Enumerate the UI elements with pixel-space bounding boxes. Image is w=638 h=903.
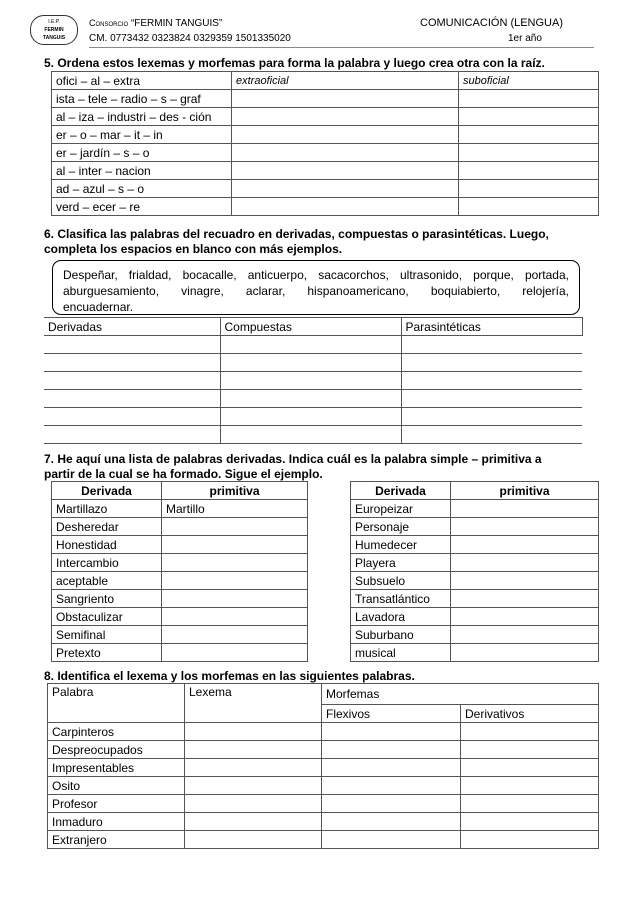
word-cell: Despreocupados xyxy=(48,741,185,759)
morpheme-set: al – inter – nacion xyxy=(52,162,232,180)
derivadas-blank-cell[interactable] xyxy=(44,426,220,444)
formed-word-cell[interactable] xyxy=(232,126,459,144)
flexivos-cell[interactable] xyxy=(322,777,461,795)
primitive-word-cell[interactable] xyxy=(451,572,599,590)
parasinteticas-blank-cell[interactable] xyxy=(401,408,582,426)
formed-word-cell[interactable] xyxy=(232,90,459,108)
flexivos-cell[interactable] xyxy=(322,723,461,741)
derived-word: Subsuelo xyxy=(351,572,451,590)
table-row xyxy=(351,572,599,590)
new-word-cell[interactable] xyxy=(459,162,599,180)
formed-word-cell[interactable] xyxy=(232,198,459,216)
primitive-word-cell[interactable] xyxy=(162,608,308,626)
derived-word: Suburbano xyxy=(351,626,451,644)
derivativos-cell[interactable] xyxy=(461,795,599,813)
col-flexivos: Flexivos xyxy=(322,705,461,723)
grade-label: 1er año xyxy=(508,33,542,44)
lexema-cell[interactable] xyxy=(185,759,322,777)
table-row xyxy=(351,518,599,536)
derivadas-blank-cell[interactable] xyxy=(44,390,220,408)
q7-left-body xyxy=(52,500,308,662)
blank-row xyxy=(44,336,582,354)
blank-row xyxy=(44,408,582,426)
word-cell: Impresentables xyxy=(48,759,185,777)
q5-title: 5. Ordena estos lexemas y morfemas para forma la palabra y luego crea otra con la raíz. xyxy=(44,56,545,70)
word-cell: Carpinteros xyxy=(48,723,185,741)
col-compuestas: Compuestas xyxy=(220,318,401,336)
formed-word-cell[interactable]: extraoficial xyxy=(232,72,459,90)
col-derivadas: Derivadas xyxy=(44,318,220,336)
derivativos-cell[interactable] xyxy=(461,777,599,795)
q7-right-table xyxy=(350,481,599,662)
blank-row xyxy=(44,426,582,444)
blank-row xyxy=(44,354,582,372)
parasinteticas-blank-cell[interactable] xyxy=(401,336,582,354)
school-title: “FERMIN TANGUIS” xyxy=(130,18,223,29)
derived-word: Semifinal xyxy=(52,626,162,644)
primitive-word-cell[interactable] xyxy=(451,554,599,572)
logo-line-3: TANGUIS xyxy=(42,35,66,41)
q5-table-body xyxy=(52,72,599,216)
primitive-word-cell[interactable] xyxy=(162,554,308,572)
q6-table-body xyxy=(44,336,582,444)
derivativos-cell[interactable] xyxy=(461,723,599,741)
compuestas-blank-cell[interactable] xyxy=(220,336,401,354)
derivadas-blank-cell[interactable] xyxy=(44,408,220,426)
table-row xyxy=(52,108,599,126)
left-col-derivada: Derivada xyxy=(52,482,162,500)
table-row xyxy=(351,554,599,572)
header-divider xyxy=(89,47,594,48)
new-word-cell[interactable]: suboficial xyxy=(459,72,599,90)
col-morfemas: Morfemas xyxy=(322,684,599,705)
table-row xyxy=(351,500,599,518)
word-box-line-1: Despeñar, frialdad, bocacalle, anticuerpo, sacacorchos, ultrasonido, porque, portada, xyxy=(63,268,569,282)
derived-word: Pretexto xyxy=(52,644,162,662)
table-row xyxy=(351,626,599,644)
word-cell: Extranjero xyxy=(48,831,185,849)
morpheme-set: ad – azul – s – o xyxy=(52,180,232,198)
q7-title-line-2: partir de la cual se ha formado. Sigue el ejemplo. xyxy=(44,467,323,481)
parasinteticas-blank-cell[interactable] xyxy=(401,390,582,408)
word-cell: Profesor xyxy=(48,795,185,813)
morpheme-set: ista – tele – radio – s – graf xyxy=(52,90,232,108)
lexema-cell[interactable] xyxy=(185,723,322,741)
table-row xyxy=(52,126,599,144)
formed-word-cell[interactable] xyxy=(232,180,459,198)
new-word-cell[interactable] xyxy=(459,180,599,198)
primitive-word-cell[interactable] xyxy=(451,608,599,626)
table-row xyxy=(52,518,308,536)
table-row xyxy=(52,644,308,662)
q6-title-line-1: 6. Clasifica las palabras del recuadro en derivadas, compuestas o parasintéticas. Luego, xyxy=(44,227,549,241)
primitive-word-cell[interactable] xyxy=(162,518,308,536)
flexivos-cell[interactable] xyxy=(322,831,461,849)
primitive-word-cell[interactable] xyxy=(451,626,599,644)
word-box-line-2: aburguesamiento, vinagre, aclarar, hispanoamericano, boquiabierto, relojería, xyxy=(63,284,569,298)
table-row xyxy=(48,831,599,849)
compuestas-blank-cell[interactable] xyxy=(220,354,401,372)
flexivos-cell[interactable] xyxy=(322,759,461,777)
lexema-cell[interactable] xyxy=(185,741,322,759)
word-box xyxy=(52,260,580,315)
derived-word: Personaje xyxy=(351,518,451,536)
table-row xyxy=(48,795,599,813)
derivadas-blank-cell[interactable] xyxy=(44,372,220,390)
primitive-word-cell[interactable] xyxy=(162,626,308,644)
compuestas-blank-cell[interactable] xyxy=(220,372,401,390)
table-row xyxy=(48,777,599,795)
school-logo xyxy=(30,15,78,45)
table-row xyxy=(52,72,599,90)
derived-word: Intercambio xyxy=(52,554,162,572)
morpheme-set: ofici – al – extra xyxy=(52,72,232,90)
table-row xyxy=(52,536,308,554)
new-word-cell[interactable] xyxy=(459,198,599,216)
table-row xyxy=(52,500,308,518)
flexivos-cell[interactable] xyxy=(322,795,461,813)
derived-word: Desheredar xyxy=(52,518,162,536)
table-row xyxy=(351,608,599,626)
q8-table xyxy=(47,683,599,849)
q5-table xyxy=(51,71,599,216)
table-row xyxy=(48,759,599,777)
morpheme-set: er – jardín – s – o xyxy=(52,144,232,162)
derived-word: musical xyxy=(351,644,451,662)
table-row xyxy=(351,644,599,662)
school-name xyxy=(89,17,222,30)
blank-row xyxy=(44,390,582,408)
primitive-word-cell[interactable] xyxy=(162,572,308,590)
derivativos-cell[interactable] xyxy=(461,831,599,849)
primitive-word-cell[interactable] xyxy=(162,590,308,608)
logo-line-1: I.E.P. xyxy=(48,19,60,25)
derived-word: Obstaculizar xyxy=(52,608,162,626)
lexema-cell[interactable] xyxy=(185,831,322,849)
formed-word-cell[interactable] xyxy=(232,162,459,180)
primitive-word-cell[interactable]: Martillo xyxy=(162,500,308,518)
school-prefix: Consorcio xyxy=(89,18,129,28)
derived-word: Honestidad xyxy=(52,536,162,554)
word-cell: Inmaduro xyxy=(48,813,185,831)
primitive-word-cell[interactable] xyxy=(451,644,599,662)
col-palabra: Palabra xyxy=(48,684,185,705)
table-row xyxy=(351,590,599,608)
compuestas-blank-cell[interactable] xyxy=(220,408,401,426)
primitive-word-cell[interactable] xyxy=(451,518,599,536)
morpheme-set: verd – ecer – re xyxy=(52,198,232,216)
q6-title-line-2: completa los espacios en blanco con más ejemplos. xyxy=(44,242,343,256)
subject-title: COMUNICACIÓN (LENGUA) xyxy=(420,17,564,29)
derived-word: Europeizar xyxy=(351,500,451,518)
q7-left-table xyxy=(51,481,308,662)
logo-line-2: FERMIN xyxy=(44,27,64,33)
formed-word-cell[interactable] xyxy=(232,144,459,162)
table-row xyxy=(48,813,599,831)
q7-right-body xyxy=(351,500,599,662)
primitive-word-cell[interactable] xyxy=(451,590,599,608)
lexema-cell[interactable] xyxy=(185,795,322,813)
derived-word: Lavadora xyxy=(351,608,451,626)
derived-word: aceptable xyxy=(52,572,162,590)
morpheme-set: er – o – mar – it – in xyxy=(52,126,232,144)
new-word-cell[interactable] xyxy=(459,126,599,144)
left-col-primitiva: primitiva xyxy=(162,482,308,500)
derivativos-cell[interactable] xyxy=(461,741,599,759)
table-row xyxy=(52,554,308,572)
word-box-line-3: encuadernar. xyxy=(63,300,134,314)
primitive-word-cell[interactable] xyxy=(451,500,599,518)
q7-title-line-1: 7. He aquí una lista de palabras derivadas. Indica cuál es la palabra simple – primitiva a xyxy=(44,452,542,466)
table-row xyxy=(48,741,599,759)
table-row xyxy=(52,180,599,198)
derivativos-cell[interactable] xyxy=(461,813,599,831)
table-row xyxy=(52,198,599,216)
table-row xyxy=(52,572,308,590)
derivativos-cell[interactable] xyxy=(461,759,599,777)
col-palabra-cont xyxy=(48,705,185,723)
parasinteticas-blank-cell[interactable] xyxy=(401,426,582,444)
col-lexema-cont xyxy=(185,705,322,723)
new-word-cell[interactable] xyxy=(459,108,599,126)
derived-word: Playera xyxy=(351,554,451,572)
q8-title: 8. Identifica el lexema y los morfemas en las siguientes palabras. xyxy=(44,669,415,683)
flexivos-cell[interactable] xyxy=(322,741,461,759)
q6-classification-table xyxy=(44,317,583,444)
table-row xyxy=(52,626,308,644)
col-lexema: Lexema xyxy=(185,684,322,705)
morpheme-set: al – iza – industri – des - ción xyxy=(52,108,232,126)
col-parasinteticas: Parasintéticas xyxy=(401,318,582,336)
derivadas-blank-cell[interactable] xyxy=(44,354,220,372)
table-row xyxy=(52,144,599,162)
derived-word: Martillazo xyxy=(52,500,162,518)
derived-word: Humedecer xyxy=(351,536,451,554)
new-word-cell[interactable] xyxy=(459,144,599,162)
right-col-derivada: Derivada xyxy=(351,482,451,500)
primitive-word-cell[interactable] xyxy=(162,644,308,662)
primitive-word-cell[interactable] xyxy=(451,536,599,554)
parasinteticas-blank-cell[interactable] xyxy=(401,354,582,372)
compuestas-blank-cell[interactable] xyxy=(220,426,401,444)
table-row xyxy=(48,723,599,741)
derived-word: Sangriento xyxy=(52,590,162,608)
table-row xyxy=(52,90,599,108)
right-col-primitiva: primitiva xyxy=(451,482,599,500)
word-cell: Osito xyxy=(48,777,185,795)
compuestas-blank-cell[interactable] xyxy=(220,390,401,408)
parasinteticas-blank-cell[interactable] xyxy=(401,372,582,390)
flexivos-cell[interactable] xyxy=(322,813,461,831)
col-derivativos: Derivativos xyxy=(461,705,599,723)
table-row xyxy=(351,536,599,554)
new-word-cell[interactable] xyxy=(459,90,599,108)
derivadas-blank-cell[interactable] xyxy=(44,336,220,354)
table-row xyxy=(52,590,308,608)
table-row xyxy=(52,162,599,180)
derived-word: Transatlántico xyxy=(351,590,451,608)
q8-table-body xyxy=(48,723,599,849)
primitive-word-cell[interactable] xyxy=(162,536,308,554)
lexema-cell[interactable] xyxy=(185,777,322,795)
formed-word-cell[interactable] xyxy=(232,108,459,126)
table-row xyxy=(52,608,308,626)
lexema-cell[interactable] xyxy=(185,813,322,831)
phone-numbers: CM. 0773432 0323824 0329359 1501335020 xyxy=(89,33,291,44)
blank-row xyxy=(44,372,582,390)
